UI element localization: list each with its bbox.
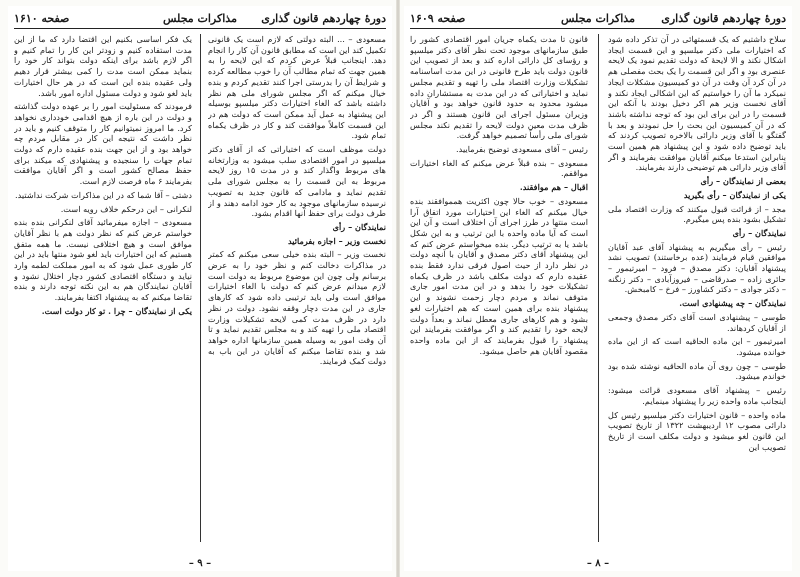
paragraph: طوسی – چون روی آن ماده الحاقیه نوشته شده بود خواندم میشود. (608, 360, 786, 382)
paragraph: یک فکر اساسی بکنیم این اقتضا دارد که ما از این مدت استفاده کنیم و زودتر این کار را تمام کنیم و اگر لازم باشد برای اینکه دولت بتواند کار خود را بنماید ممکن است مدت را کمی بیشتر قرار دهیم ولی عقیده بنده این است که در هر حال اختیارات باید لغو شود و دولت مسئول اداره امور باشد. (14, 34, 192, 98)
paragraph: امیرتیمور – این ماده الحاقیه است که از این ماده خوانده میشود. (608, 336, 786, 357)
paragraph: طوسی – پیشنهادی است آقای دکتر مصدق وجمعی از آقایان کردهاند. (608, 311, 786, 333)
paragraph: مسعودی – ... البته دولتی که لازم است یک قانونی تکمیل کند این است که مطابق قانون آن کار را انجام دهد. اینجانب قبلاً عرض کردم که این لایحه را به همین جهت که تمام مطالب آن را خوب مطالعه کرده و شرایط آن را بدرستی اجرا کنند تقدیم کردم و بنده خیال میکنم که اگر مجلس شورای ملی هم نظر داشته باشد که الغاء اختیارات دکتر میلسپو بوسیله این پیشنهاد به عمل آید ممکن است که دولت هم در این قسمت کاملاً موافقت کند و کار در ظرف یکماه تمام شود. (208, 34, 386, 141)
paragraph: سلاح داشتیم که یک قسمتهائی در آن تذکر داده شود که اختیارات ملی دکتر میلسپو و این قسمت ایجاد اشکال نکند و الا لایحهٔ که دولت تقدیم نمود یک لایحه عنصری بود و اگر این قسمت را یک بحث مفصلی هم در آن کرد آن وقت در آن دو کمیسیون مشکلات ایجاد نمیکرد ما آن را خواستیم که این اشکالی ایجاد نکند و آقای نخست وزیر هم اکر دخیل بودند با آنکه این قسمت را در این برای این بود که توجه نداشته باشند که در آن کمیسیون این بحث را حل نمودند و بعد با گفتگو با آقای وزیر دارائی بالاخره تصویب کردند که باید توضیح داده شود و این پیشنهاد هم همین است بنابراین استدعا میکنم آقایان موافقت بفرمایند و اگر آقای وزیر دارائی هم توضیحی دارند بفرمایند. (608, 34, 786, 173)
right-page-header (410, 10, 786, 28)
speaker-line: نمایندگان – رأی (332, 221, 386, 232)
paragraph: مسعودی – بنده قبلاً عرض میکنم که الغاء اختیارات مواقفم. (410, 157, 588, 179)
text-column-left (14, 34, 192, 542)
header-page-number: صفحه ۱۶۰۹ (410, 12, 466, 25)
text-column-left (410, 34, 588, 542)
left-page-header (14, 10, 386, 28)
paragraph: لنکرانی – این درحکم خلاف رویه است. (60, 203, 192, 214)
header-center: مذاکرات مجلس (163, 12, 237, 25)
column-divider (200, 34, 201, 542)
left-page (8, 6, 392, 571)
text-column-right (608, 34, 786, 542)
page-folio: – ۹ – (188, 558, 212, 569)
speaker-line: نمایندگان – چه پیشنهادی است. (679, 298, 786, 309)
page-folio: – ۸ – (586, 558, 610, 569)
column-divider (598, 34, 599, 542)
text-column-right (208, 34, 386, 542)
paragraph: نخست وزیر – البته بنده خیلی سعی میکنم که کمتر در مذاکرات دخالت کنم و نظر خود را به عرض برسانم ولی چون این موضوع مربوط به دولت است لازم میدانم عرض کنم که دولت با الغاء اختیارات موافق است ولی باید ترتیبی داده شود که کارهای جاری در این مدت دچار وقفه نشود. دولت در نظر دارد در ظرف مدت کمی لایحه تشکیلات وزارت اقتصاد ملی را تهیه کند و به مجلس تقدیم نماید و تا آن وقت امور به وسیله همین سازمانها اداره خواهد شد و بنده تقاضا میکنم که آقایان در این باب به دولت کمک فرمایند. (208, 249, 386, 367)
book-gutter (396, 0, 400, 577)
speaker-line: نخست وزیر – اجازه بفرمائید (287, 235, 386, 246)
paragraph: دشتی – آقا شما که در این مذاکرات شرکت نداشتید. (15, 189, 192, 200)
header-title: دورهٔ چهاردهم قانون گذاری (261, 12, 386, 25)
speaker-line: یکی از نمایندگان – چرا . تو کار دولت است. (41, 305, 192, 316)
paragraph: رئیس – رأی میگیریم به پیشنهاد آقای عبد آقایان موافقین قیام فرمایند (عده برخاستند) تصویب نشد پیشنهاد آقایان: دکتر مصدق – فرود – امیرتیمور – حائری زاده – صدرقاضی – فیروزآبادی – دکتر زنگنه – دکتر جوادی – دکتر کشاورز – فرخ – کامبخش. (608, 241, 786, 295)
paragraph: مجد – از قرائت قبول میکنند که وزارت اقتصاد ملی تشکیل بشود بنده پس میگیرم. (608, 203, 786, 225)
paragraph: ماده واحده – قانون اختیارات دکتر میلسپو رئیس کل دارائی مصوب ۱۲ اردیبهشت ۱۳۲۲ از تاریخ تصویب این قانون لغو میشود و دولت مکلف است از تاریخ تصویب این (608, 409, 786, 452)
paragraph: فرمودند که مسئولیت امور را بر عهده دولت گذاشته و دولت در این باره از هیچ اقدامی خودداری نخواهد کرد. ما امروز نمیتوانیم کار را متوقف کنیم و باید در نظر داشت که نتیجه این کار در مقابل مردم چه خواهد بود و از این جهت بنده عقیده دارم که دولت تمام جهات را سنجیده و پیشنهادی که میکند برای حفظ مصالح کشور است و اگر آقایان موافقت بفرمایند ۶ ماه فرصت لازم است. (14, 101, 192, 187)
speaker-line: بعضی از نمایندگان – رأی (700, 176, 786, 187)
right-page (404, 6, 792, 571)
paragraph: رئیس – آقای مسعودی توضیح بفرمایید. (456, 144, 588, 155)
header-rule (14, 28, 386, 29)
speaker-line: اقبال – هم موافقند. (519, 182, 588, 193)
paragraph: مسعودی – اجازه میفرمائید آقای لنکرانی بنده بنده خواستم عرض کنم که نظر دولت هم با نظر آقایان موافق است و هیچ اختلافی نیست. ما همه متفق هستیم که این اختیارات باید لغو شود منتها باید در این کار طوری عمل شود که به امور مملکت لطمه وارد نیاید و دستگاه اقتصادی کشور دچار اختلال نشود و آقایان نمایندگان هم به این نکته توجه دارند و بنده تقاضا میکنم که به پیشنهاد اکتفا بفرمایند. (14, 217, 192, 303)
header-center: مذاکرات مجلس (561, 12, 635, 25)
speaker-line: یکی از نمایندگان – رأی بگیرید (683, 189, 786, 200)
paragraph: قانون تا مدت یکماه جریان امور اقتصادی کشور را طبق سازمانهای موجود تحت نظر آقای دکتر میلسپو و رؤسای کل دارائی اداره کند و بعد از تصویب این قانون دولت باید طرح قانونی در این مدت اساسنامه تشکیلات وزارت اقتصاد ملی را تهیه و تقدیم مجلس نماید و اختیاراتی که در این مدت به مستشاران داده میشود محدود به حدود قانون خواهد بود و آقایان وزیران مسئول اجرای این قانون هستند و اگر در ظرف مدت معین دولت لایحه را تقدیم نکند مجلس شورای ملی رأساً تصمیم خواهد گرفت. (410, 34, 588, 141)
speaker-line: نمایندگان – رأی (732, 227, 786, 238)
paragraph: رئیس – پیشنهاد آقای مسعودی قرائت میشود: اینجانب ماده واحده زیر را پیشنهاد مینمایم. (608, 385, 786, 406)
header-title: دورهٔ چهاردهم قانون گذاری (661, 12, 786, 25)
header-page-number: صفحه ۱۶۱۰ (14, 12, 70, 25)
paragraph: دولت موظف است که اختیاراتی که از آقای دکتر میلسپو در امور اقتصادی سلب میشود به وزارتخانه های مربوط واگذار کند و در مدت ۱۵ روز لایحه مربوط به این قسمت را به مجلس شورای ملی تقدیم نماید و مادامی که قانون جدید به تصویب نرسیده سازمانهای موجود به کار خود ادامه دهند و از طرف دولت برای حفظ آنها اقدام بشود. (208, 144, 386, 219)
paragraph: مسعودی – خوب حالا چون اکثریت همموافقند بنده خیال میکنم که الغاء این اختیارات مورد اتفاق آرا است منتها در طرز اجرای آن اختلاف است و آن این است که آیا ماده واحده با این ترتیب و به این شکل باشد یا به ترتیب دیگر. بنده میخواستم عرض کنم که این پیشنهاد آقای دکتر مصدق و آقایان با آنچه دولت در نظر دارد از حیث اصول فرقی ندارد فقط بنده عقیده دارم که دولت مکلف باشد در ظرف یکماه تشکیلات خود را بدهد و در این مدت امور جاری متوقف نماند و مردم دچار زحمت نشوند و این پیشنهاد بنده برای همین است که هم اختیارات لغو بشود و هم کارهای جاری معطل نماند و بعداً دولت لایحه خود را تقدیم کند و اگر موافقت بفرمایند این پیشنهاد را قبول بفرمایند که از این ماده واحده مقصود آقایان هم حاصل میشود. (410, 195, 588, 356)
header-rule (410, 28, 786, 29)
